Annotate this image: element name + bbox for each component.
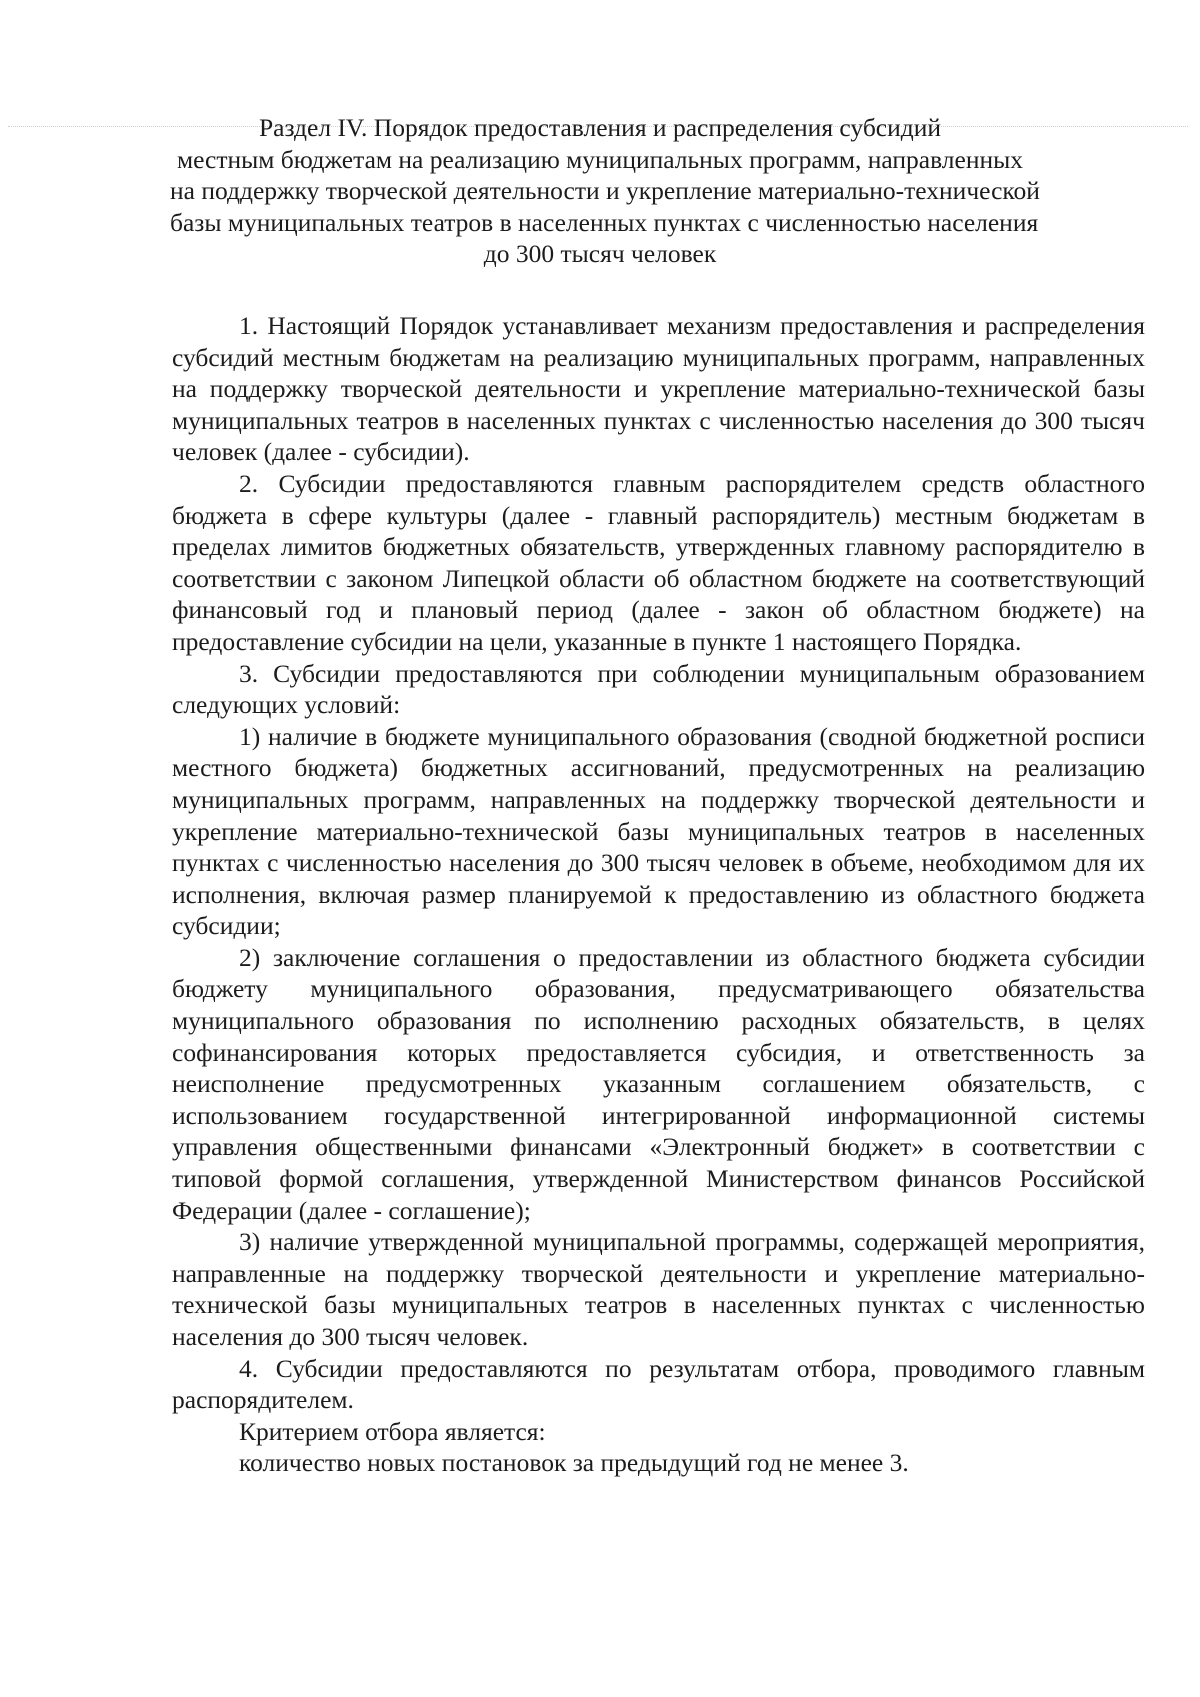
section-heading (170, 112, 1040, 270)
heading-line: Раздел IV. Порядок предоставления и распределения субсидий (258, 113, 942, 142)
selection-criterion-value: количество новых постановок за предыдущий год не менее 3. (239, 1448, 909, 1478)
paragraph-2: 2. Субсидии предоставляются главным распорядителем средств областного бюджета в сфере культуры (далее - главный распорядитель) местным бюджетам в пределах лимитов бюджетных обязательств, утвержденных главному распорядителю в соответствии с законом Липецкой области об областном бюджете на соответствующий финансовый год и плановый период (далее - закон об областном бюджете) на предоставление субсидии на цели, указанные в пункте 1 настоящего Порядка. (172, 468, 1145, 656)
condition-2: 2) заключение соглашения о предоставлении из областного бюджета субсидии бюджету муниципального образования, предусматривающего обязательства муниципального образования по исполнению расходных обязательств, в целях софинансирования которых предоставляется субсидия, и ответственность за неисполнение предусмотренных указанным соглашением обязательств, с использованием государственной интегрированной информационной системы управления общественными финансами «Электронный бюджет» в соответствии с типовой формой соглашения, утвержденной Министерством финансов Российской Федерации (далее - соглашение); (172, 942, 1145, 1225)
heading-line: до 300 тысяч человек (483, 239, 717, 268)
condition-1: 1) наличие в бюджете муниципального образования (сводной бюджетной росписи местного бюджета) бюджетных ассигнований, предусмотренных на реализацию муниципальных программ, направленных на поддержку творческой деятельности и укрепление материально-технической базы муниципальных театров в населенных пунктах с численностью населения до 300 тысяч человек в объеме, необходимом для их исполнения, включая размер планируемой к предоставлению из областного бюджета субсидии; (172, 721, 1145, 941)
heading-line: на поддержку творческой деятельности и укрепление материально-технической (170, 176, 1040, 205)
paragraph-3: 3. Субсидии предоставляются при соблюдении муниципальным образованием следующих условий: (172, 658, 1145, 720)
paragraph-4: 4. Субсидии предоставляются по результатам отбора, проводимого главным распорядителем. (172, 1353, 1145, 1415)
condition-3: 3) наличие утвержденной муниципальной программы, содержащей мероприятия, направленные на поддержку творческой деятельности и укрепление материально-технической базы муниципальных театров в населенных пунктах с численностью населения до 300 тысяч человек. (172, 1227, 1145, 1351)
selection-criterion-label: Критерием отбора является: (239, 1416, 546, 1446)
heading-line: местным бюджетам на реализацию муниципальных программ, направленных (176, 144, 1024, 174)
document-body (172, 310, 1145, 1479)
paragraph-1: 1. Настоящий Порядок устанавливает механизм предоставления и распределения субсидий местным бюджетам на реализацию муниципальных программ, направленных на поддержку творческой деятельности и укрепление материально-технической базы муниципальных театров в населенных пунктах с численностью населения до 300 тысяч человек (далее - субсидии). (172, 311, 1145, 467)
heading-line: базы муниципальных театров в населенных пунктах с численностью населения (170, 207, 1039, 237)
